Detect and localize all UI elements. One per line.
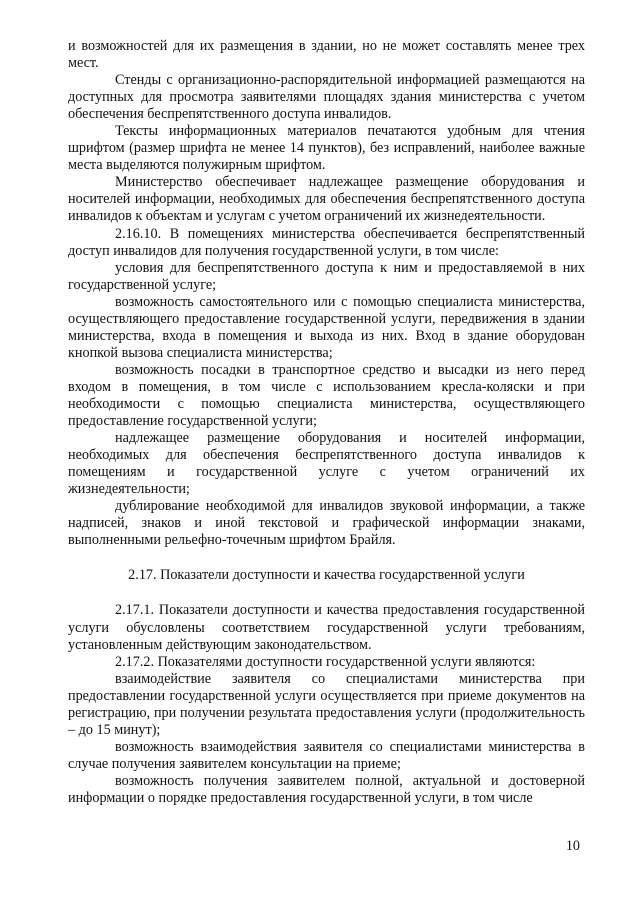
paragraph-text-materials: Тексты информационных материалов печатаются удобным для чтения шрифтом (размер шрифта не менее 14 пунктов), без исправлений, наиболее важные места выделяются полужирным шрифтом. [68,123,585,174]
paragraph-2-17-1: 2.17.1. Показатели доступности и качества предоставления государственной услуги обусловлены соответствием государственной услуги требованиям, установленным действующим законодательством. [68,602,585,653]
list-item-movement: возможность самостоятельного или с помощью специалиста министерства, осуществляющего предоставление государственной услуги, передвижения в здании министерства, входа в помещения и выхода из них. Вход в здание оборудован кнопкой вызова специалиста министерства; [68,293,585,361]
list-item-access-conditions: условия для беспрепятственного доступа к ним и предоставляемой в них государственной услуге; [68,259,585,293]
page-body [68,38,585,807]
list-item-information: возможность получения заявителем полной, актуальной и достоверной информации о порядке предоставления государственной услуги, в том числе [68,772,585,806]
paragraph-stands: Стенды с организационно-распорядительной информацией размещаются на доступных для просмотра заявителями площадях здания министерства с учетом обеспечения беспрепятственного доступа инвалидов. [68,72,585,123]
list-item-consultation: возможность взаимодействия заявителя со специалистами министерства в случае получения заявителем консультации на приеме; [68,738,585,772]
paragraph-2-17-2: 2.17.2. Показателями доступности государственной услуги являются: [115,653,536,670]
page-number: 10 [565,838,580,854]
section-heading: 2.17. Показатели доступности и качества государственной услуги [128,567,525,584]
list-item-interaction: взаимодействие заявителя со специалистами министерства при предоставлении государственной услуги осуществляется при приеме документов на регистрацию, при получении результата предоставления услуги (продолжительность – до 15 минут); [68,670,585,738]
list-item-equipment-placement: надлежащее размещение оборудования и носителей информации, необходимых для обеспечения беспрепятственного доступа инвалидов к помещениям и государственной услуге с учетом ограничений их жизнедеятельности; [68,430,585,498]
list-item-braille: дублирование необходимой для инвалидов звуковой информации, а также надписей, знаков и иной текстовой и графической информации знаками, выполненными рельефно-точечным шрифтом Брайля. [68,498,585,549]
list-item-transport: возможность посадки в транспортное средство и высадки из него перед входом в помещения, в том числе с использованием кресла-коляски и при необходимости с помощью специалиста министерства, осуществляющего предоставление государственной услуги; [68,361,585,430]
paragraph-equipment: Министерство обеспечивает надлежащее размещение оборудования и носителей информации, необходимых для обеспечения беспрепятственного доступа инвалидов к объектам и услугам с учетом ограничений их жизнедеятельности. [68,174,585,225]
paragraph-2-16-10: 2.16.10. В помещениях министерства обеспечивается беспрепятственный доступ инвалидов для получения государственной услуги, в том числе: [68,225,585,259]
paragraph-continuation: и возможностей для их размещения в здании, но не может составлять менее трех мест. [68,38,585,72]
